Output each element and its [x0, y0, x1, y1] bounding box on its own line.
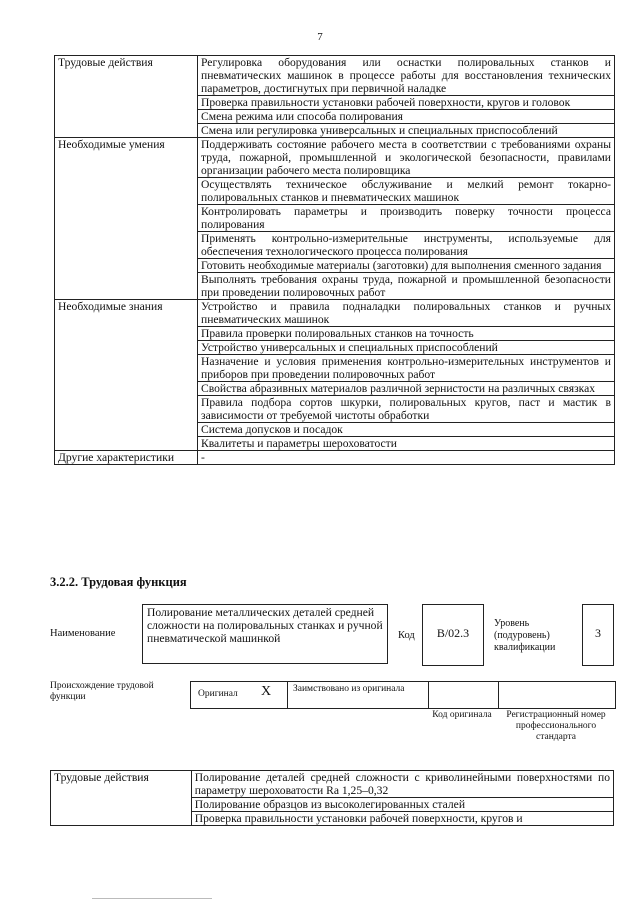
labor-action-item: Смена режима или способа полирования: [198, 110, 615, 124]
other-characteristics-label: Другие характеристики: [55, 451, 198, 465]
other-characteristics-value: -: [198, 451, 615, 465]
labor-action-item: Смена или регулировка универсальных и специальных приспособлений: [198, 124, 615, 138]
knowledge-item: Устройство универсальных и специальных приспособлений: [198, 341, 615, 355]
skills-label: Необходимые умения: [55, 138, 198, 300]
page-number: 7: [317, 31, 323, 43]
footer-line: [92, 898, 212, 899]
level-value: 3: [595, 626, 601, 640]
level-label: Уровень (подуровень) квалификации: [494, 618, 556, 653]
skill-item: Контролировать параметры и производить поверку точности процесса полирования: [198, 205, 615, 232]
code-label: Код: [398, 630, 415, 641]
origin-table: [190, 681, 616, 709]
knowledge-item: Назначение и условия применения контрольно-измерительных инструментов и приборов при проведении полировочных работ: [198, 355, 615, 382]
section-title: 3.2.2. Трудовая функция: [50, 575, 187, 589]
code-original-label: Код оригинала: [432, 710, 492, 720]
labor-action-item: Проверка правильности установки рабочей поверхности, кругов и головок: [198, 96, 615, 110]
origin-label: Происхождение трудовой функции: [50, 681, 154, 702]
skill-item: Применять контрольно-измерительные инструменты, используемые для обеспечения технологического процесса полирования: [198, 232, 615, 259]
labor-action-item: Регулировка оборудования или оснастки полировальных станков и пневматических машинок в процессе работы для восстановления технических параметров, достигнутых при первичной наладке: [198, 56, 615, 96]
function-name-value: Полирование металлических деталей средней сложности на полировальных станках и ручной пневматической машинкой: [147, 606, 383, 645]
name-label: Наименование: [50, 628, 116, 639]
function-code-box: [422, 604, 484, 666]
knowledge-item: Квалитеты и параметры шероховатости: [198, 437, 615, 451]
reg-number-label: Регистрационный номер профессионального стандарта: [506, 710, 606, 742]
original-mark: X: [261, 684, 272, 699]
knowledge-item: Система допусков и посадок: [198, 423, 615, 437]
borrowed-label: Заимствовано из оригинала: [293, 684, 405, 694]
labor-actions-table-2: [50, 770, 614, 826]
skill-item: Поддерживать состояние рабочего места в соответствии с требованиями охраны труда, пожарной, промышленной и экологической безопасности, правилами организации рабочего места полировщика: [198, 138, 615, 178]
labor-actions-label-2: Трудовые действия: [51, 771, 192, 826]
skill-item: Выполнять требования охраны труда, пожарной и промышленной безопасности при проведении полировочных работ: [198, 273, 615, 300]
skill-item: Осуществлять техническое обслуживание и мелкий ремонт токарно-полировальных станков и пневматических машинок: [198, 178, 615, 205]
original-label: Оригинал: [198, 689, 238, 699]
origin-divider: [287, 682, 288, 708]
level-box: [582, 604, 614, 666]
function-code-value: B/02.3: [436, 626, 470, 640]
knowledge-item: Правила проверки полировальных станков на точность: [198, 327, 615, 341]
knowledge-label: Необходимые знания: [55, 300, 198, 451]
function-name-box: [142, 604, 388, 664]
knowledge-item: Устройство и правила подналадки полировальных станков и ручных пневматических машинок: [198, 300, 615, 327]
knowledge-item: Правила подбора сортов шкурки, полировальных кругов, паст и мастик в зависимости от требуемой чистоты обработки: [198, 396, 615, 423]
origin-divider: [428, 682, 429, 708]
labor-action-item: Полирование деталей средней сложности с криволинейными поверхностями по параметру шероховатости Ra 1,25–0,32: [191, 771, 613, 798]
labor-action-item: Полирование образцов из высоколегированных сталей: [191, 798, 613, 812]
origin-divider: [498, 682, 499, 708]
knowledge-item: Свойства абразивных материалов различной зернистости на различных связках: [198, 382, 615, 396]
competency-table: [54, 55, 615, 465]
labor-action-item: Проверка правильности установки рабочей поверхности, кругов и: [191, 812, 613, 826]
skill-item: Готовить необходимые материалы (заготовки) для выполнения сменного задания: [198, 259, 615, 273]
labor-actions-label: Трудовые действия: [55, 56, 198, 138]
